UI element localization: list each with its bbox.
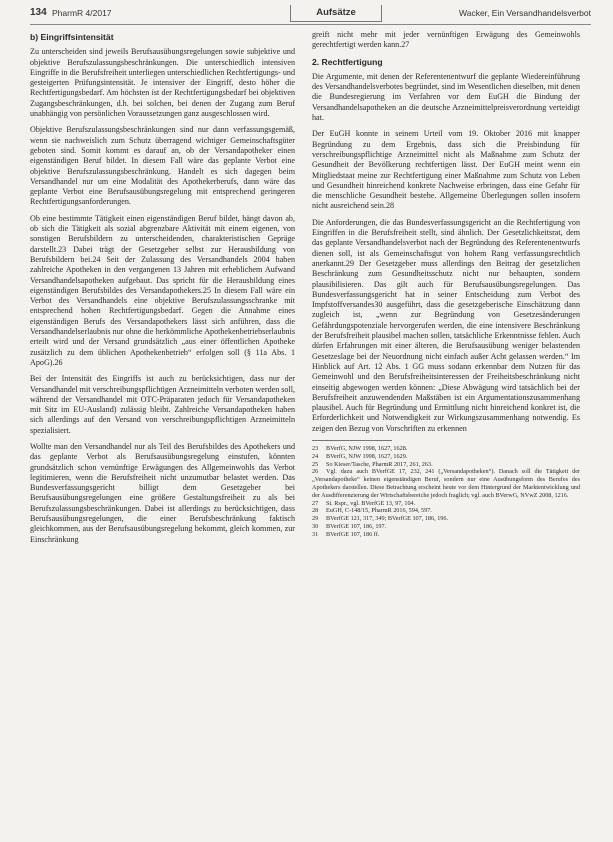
footnote: 31 BVerfGE 107, 186 ff.: [312, 530, 380, 538]
header-rule: [30, 24, 591, 25]
footnote: 26 Vgl. dazu auch BVerfGE 17, 232, 241 („Versandapotheken“). Danach soll die Tätigkeit der „Versandapotheke“ keinen eigenständigen Beruf, sondern nur eine Ausübungsform des Berufes des Apothekers darstellen. Diese Betrachtung erscheint heute vor dem Hintergrund der Marktentwicklung und der Ausdifferenzierung der Wirtschaftsbereiche jedoch fraglich; vgl. auch BVerwG, NVwZ 2008, 1216.: [312, 468, 580, 499]
left-column: [30, 30, 295, 551]
article-author-title: Wacker, Ein Versandhandelsverbot: [459, 8, 591, 18]
running-header: [30, 4, 591, 22]
page-number: 134: [30, 7, 47, 18]
body-paragraph: Die Argumente, mit denen der Referentenentwurf die geplante Wiedereinführung des Versandhandelsverbotes begründet, sind im Wesentlichen dieselben, mit denen die Bundesregierung im Verfahren vor dem EuGH die Bindung der Versandhandelsapotheken an die deutsche Arzneimittelpreisverordnung verteidigt hat.: [312, 71, 580, 123]
footnote: 25 So Kieser/Tasche, PharmR 2017, 261, 263.: [312, 460, 433, 468]
footnote: 28 EuGH, C-148/15, PharmR 2016, 594, 597.: [312, 507, 432, 515]
body-paragraph: Objektive Berufszulassungsbeschränkungen sind nur dann verfassungsgemäß, wenn sie nachweislich zum Schutz überragend wichtiger Gemeinschaftsgüter geboten sind. Somit kommt es darauf an, ob der Versandapotheker einen eigenständigen Beruf bildet. In diesem Fall wäre das geplante Verbot eine objektive Berufszulassungsbeschränkung. Handelt es sich dagegen beim Versandhandel nur um eine Modalität des Apothekerberufs, dann wäre das geplante Verbot eine Berufsausübungsregelung mit entsprechend geringeren Rechtfertigungsanforderungen.: [30, 125, 295, 207]
section-tab: Aufsätze: [290, 5, 382, 22]
journal-reference: PharmR 4/2017: [52, 8, 112, 18]
body-paragraph: Zu unterscheiden sind jeweils Berufsausübungsregelungen sowie subjektive und objektive Berufszulassungsbeschränkungen. Die unterschiedlich intensiven Eingriffe in die Berufsfreiheit unterliegen unterschiedlichen Rechtfertigungs- und gesteigerten Prüfungsintensität. Je intensiver der Eingriff, desto höher die Rechtfertigungsbedarf. Am höchsten ist der Rechtfertigungsbedarf bei objektiven Zugangsbeschränkungen, d.h. bei solchen, bei denen der Zugang zum Beruf unabhängig von persönlichen Voraussetzungen ganz ausgeschlossen wird.: [30, 47, 295, 119]
footnotes: [312, 445, 580, 539]
footnote: 24 BVerfG, NJW 1998, 1627, 1629.: [312, 452, 408, 460]
footnote-rule: [312, 440, 392, 441]
right-column: [312, 30, 580, 539]
body-paragraph: Der EuGH konnte in seinem Urteil vom 19. Oktober 2016 mit knapper Begründung zu dem Ergebnis, dass sich die Preisbindung für verschreibungspflichtige Arzneimittel nicht als Maßnahme zum Schutz der Gesundheit der Bevölkerung rechtfertigen lässt. Der EuGH meint wenn ein Mitgliedstaat meine zur Rechtfertigung einer Maßnahme zum Schutz von Leben und Gesundheit hinreichend konkrete Nachweise erbringen, dass eine Gefahr für die menschliche Gesundheit bestehe. Allgemeine Überlegungen sollen insofern nicht ausreichend sein.28: [312, 129, 580, 211]
continued-paragraph: greift nicht mehr mit jeder vernünftigen Erwägung des Gemeinwohls gerechtfertigt werden kann.27: [312, 30, 580, 50]
body-paragraph: Die Anforderungen, die das Bundesverfassungsgericht an die Rechtfertigung von Eingriffen in die Berufsfreiheit stellt, sind ähnlich. Der Gesetzlichkeitsrat, dem das geplante Versandhandelsverbot nach der Begründung des Referentenentwurfs dienen soll, ist als Gemeinschaftsgut von hohem Rang verfassungsrechtlich anerkannt.29 Der Gesetzgeber muss allerdings den Beitrag der gesetzlichen Beschränkung zum Gesundheitsschutz nicht nur behaupten, sondern plausibilisieren. Das gilt auch für Berufsausübungsregelungen. Das Bundesverfassungsgericht hat in seiner Entscheidung zum Verbot des Impfstoffversandes30 ausgeführt, dass die gesetzgeberische Einschätzung dann zugleich ist, „wenn zur Begründung von Gesetzesänderungen Gefährdungspotenziale hervorgerufen werden, die eine intensivere Beschränkung der Berufsfreiheit plausibel machen sollen, tatsächliche Erkenntnisse fehlen. Auch dürfen Erfahrungen mit einer älteren, die Berufsausübung weniger belastenden Gesetzeslage bei der Neuordnung nicht einfach außer Acht gelassen werden.“ Im Hinblick auf Art. 12 Abs. 1 GG muss sodann erkennbar dem Nutzen für das Gemeinwohl und den Berufsfreiheitsinteressen der Freiheitsbeschränkung nicht einseitig abgewogen werden können: „Diese Abwägung wird tatsächlich bei der Berufsfreiheit anzuwendenden Maßstäben ist ein Argumentationszusammenhang plausibel. Auch für Begründung und Ermittlung nicht hinreichend konkret ist, die Erforderlichkeit und Notwendigkeit zur Wirkungszusammenhang notwendig. Es zeigen den Bezug von Vorschriften zu erkennen: [312, 217, 580, 433]
body-paragraph: Wollte man den Versandhandel nur als Teil des Berufsbildes des Apothekers und das geplante Verbot als Berufsausübungsregelung einstufen, könnten grundsätzlich schon vernünftige Erwägungen des Allgemeinwohls das Verbot legitimieren, wenn die Berufsfreiheit nicht unzumutbar belastet werden. Das Bundesverfassungsgericht billigt dem Gesetzgeber bei Berufsausübungsregelungen eine größere Gestaltungsfreiheit zu als bei Berufszulassungsbeschränkungen. Dabei ist allerdings zu berücksichtigen, dass Berufsausübungsregelungen, die einer Berufsbeschränkung faktisch gleichkommen, aus der Berufsausübungsregelung bekommt, gleich kommen, zur Einschränkung: [30, 441, 295, 544]
body-paragraph: Ob eine bestimmte Tätigkeit einen eigenständigen Beruf bildet, hängt davon ab, ob sich die Tätigkeit als sozial abgrenzbare Aktivität mit einem eigenen, von sonstigen Berufsbildern zu unterscheidenden, charakteristischen Gepräge darstellt.23 Dabei trägt der Gesetzgeber selbst zur Herausbildung von Berufsbildern bei.24 Seit der Zulassung des Versandhandels 2004 haben zahlreiche Apotheken in den vergangenen 13 Jahren mit erheblichem Aufwand Versandhandelsapotheken aufgebaut. Das spricht für die Herausbildung eines eigenständigen Berufsbildes des Versandapothekers.25 In diesem Fall wäre ein Verbot des Versandhandels eine objektive Berufszulassungsschranke mit entsprechend hohen Rechtfertigungsbedarf. Gegen die Annahme eines eigenständigen Berufs des Versandapothekers lässt sich anführen, dass die Versandhandelserlaubnis nur ohne die herkömmliche Apothekenbetriebserlaubnis erteilt wird und der Versand grundsätzlich „aus einer öffentlichen Apotheke zusätzlich zu dem üblichen Apothekenbetrieb“ erfolgen soll (§ 11a Abs. 1 ApoG).26: [30, 213, 295, 367]
body-paragraph: Bei der Intensität des Eingriffs ist auch zu berücksichtigen, dass nur der Versandhandel mit verschreibungspflichtigen Arzneimitteln verboten werden soll, während der Versandhandel mit OTC-Präparaten jedoch für Versandapotheken mit Sitz im EU-Ausland) zulässig bleibt. Zahlreiche Versandapotheken haben sich allerdings auf den Versand von verschreibungspflichtigen Arzneimitteln spezialisiert.: [30, 374, 295, 435]
section-heading-eingriffsintensitaet: b) Eingriffsintensität: [30, 32, 114, 42]
footnote: 27 St. Rspr., vgl. BVerfGE 13, 97, 104.: [312, 499, 416, 507]
footnote: 23 BVerfG, NJW 1998, 1627, 1628.: [312, 444, 408, 452]
footnote: 30 BVerfGE 107, 186, 197.: [312, 522, 387, 530]
footnote: 29 BVerfGE 121, 317, 349; BVerfGE 107, 186, 196.: [312, 515, 449, 523]
section-heading-rechtfertigung: 2. Rechtfertigung: [312, 56, 383, 67]
